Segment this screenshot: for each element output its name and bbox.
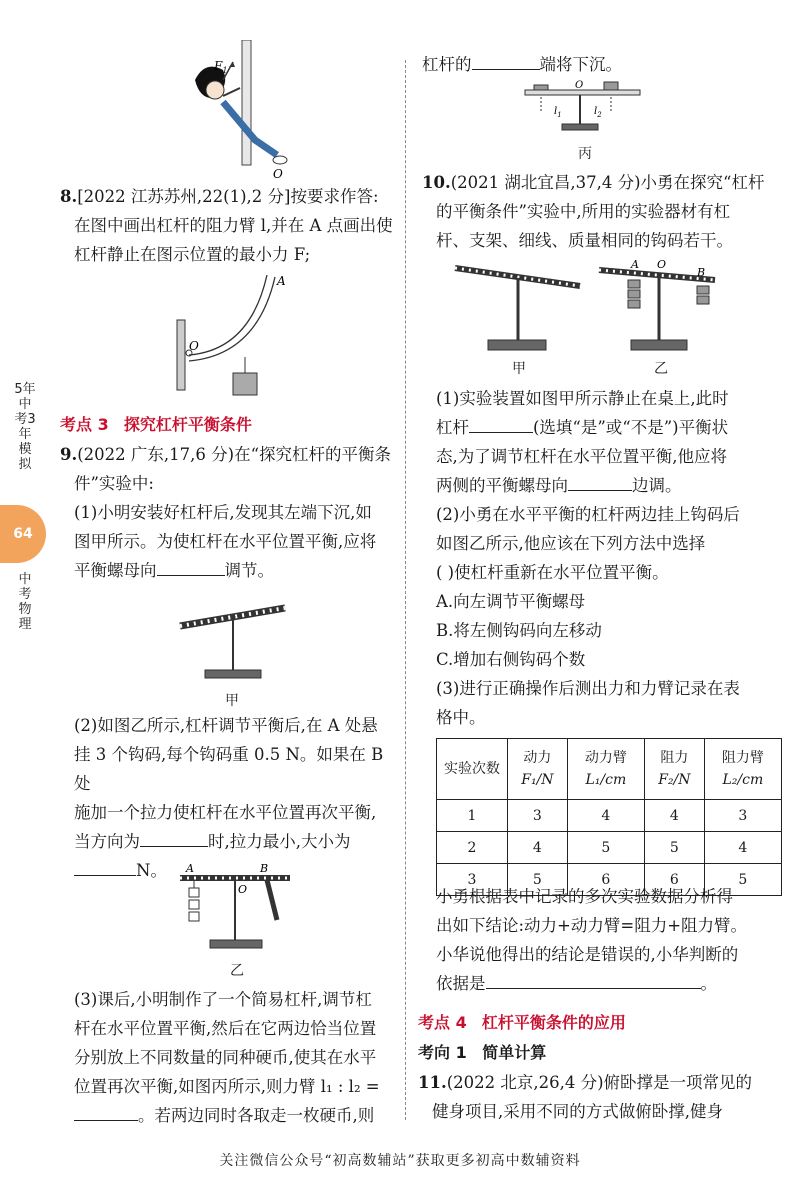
q9-p3-line5: 。若两边同时各取走一枚硬币,则 [60, 1101, 400, 1130]
column-divider [405, 60, 406, 1120]
q11-number: 11. [418, 1073, 447, 1092]
q10-p3-line1: (3)进行正确操作后测出力和力臂记录在表 [436, 679, 740, 698]
data-table [436, 738, 782, 896]
arm-shape [223, 88, 240, 96]
label-l2: $l_2$ [594, 106, 602, 119]
q9-p2-line3: 施加一个拉力使杠杆在水平位置再次平衡, [74, 803, 377, 822]
base-shape [562, 124, 598, 130]
answer-blank[interactable] [157, 557, 225, 576]
sidebar-series: 5年中考3年模拟 [14, 382, 36, 472]
q10-number: 10. [422, 173, 451, 192]
curved-lever-outer [189, 275, 267, 355]
q9-p2-line1: (2)如图乙所示,杠杆调节平衡后,在 A 处悬 [74, 716, 378, 735]
label-F1: $F_1$ [214, 59, 228, 75]
q10-option-a: A.向左调节平衡螺母 [436, 592, 586, 611]
table-cell: 3 [508, 800, 568, 832]
q10-p4-line3: 小华说他得出的结论是错误的,小华判断的 [436, 945, 739, 964]
q9-p3-line1: (3)课后,小明制作了一个简易杠杆,调节杠 [74, 990, 372, 1009]
base-shape [210, 940, 262, 948]
q10-p2-line2: 如图乙所示,他应该在下列方法中选择 [436, 534, 706, 553]
caption-10-jia: 甲 [512, 361, 526, 377]
caption-10-yi: 乙 [654, 361, 668, 377]
figure-9-jia [165, 598, 305, 688]
q10-p4-line4: 依据是 。 [422, 969, 784, 998]
caption-bing: 丙 [578, 146, 592, 162]
label-l1: $l_1$ [554, 106, 562, 119]
answer-blank[interactable] [74, 857, 136, 876]
table-header-cell: 实验次数 [437, 739, 508, 800]
table-cell: 6 [644, 864, 704, 896]
q11-line2: 健身项目,采用不同的方式做俯卧撑,健身 [432, 1102, 723, 1121]
table-row [437, 832, 782, 864]
label-O: O [273, 167, 283, 180]
q8-number: 8. [60, 187, 78, 206]
page-number: 64 [0, 505, 46, 563]
weight-left-1 [628, 280, 640, 288]
question-8 [60, 182, 400, 269]
table-cell: 4 [567, 800, 644, 832]
q10-p1-line1: (1)实验装置如图甲所示静止在桌上,此时 [436, 389, 729, 408]
q9-continuation: 杠杆的 端将下沉。 [422, 50, 782, 79]
sidebar-subject: 中考物理 [18, 572, 32, 632]
answer-blank[interactable] [469, 414, 533, 433]
table-cell: 1 [437, 800, 508, 832]
table-row [437, 800, 782, 832]
figure-10-jia [450, 258, 590, 358]
q9-p1-line2: 图甲所示。为使杠杆在水平位置平衡,应将 [74, 532, 377, 551]
weight-right-2 [697, 296, 709, 304]
q10-line3: 杆、支架、细线、质量相同的钩码若干。 [436, 231, 733, 250]
base-shape [488, 340, 546, 350]
section-title: 探究杠杆平衡条件 [123, 415, 252, 434]
section-heading-4 [418, 1008, 626, 1037]
section-heading-3 [60, 410, 252, 439]
coins-right [604, 82, 618, 90]
table-header-cell: 动力 F₁/N [508, 739, 568, 800]
curved-lever-inner [189, 277, 275, 361]
caption-jia: 甲 [225, 693, 239, 709]
q9-p3-line3: 分别放上不同数量的同种硬币,使其在水平 [74, 1048, 377, 1067]
q9-number: 9. [60, 445, 78, 464]
table-header-cell: 阻力 F₂/N [644, 739, 704, 800]
q9-p1-line1: (1)小明安装好杠杆后,发现其左端下沉,如 [74, 503, 372, 522]
label-O: O [189, 339, 199, 353]
face-shape [206, 81, 224, 99]
figure-9-yi [170, 860, 300, 955]
table-header-row [437, 739, 782, 800]
subsection-heading-1 [418, 1038, 546, 1067]
question-10-conclusion [422, 882, 784, 998]
question-9-part3 [60, 985, 400, 1130]
table-cell: 4 [704, 832, 781, 864]
label-A: A [631, 258, 639, 271]
label-O: O [238, 883, 248, 896]
q9-line1: (2022 广东,17,6 分)在“探究杠杆的平衡条 [77, 445, 392, 464]
weight-right-1 [697, 286, 709, 294]
weight-3 [189, 912, 199, 921]
table-cell: 4 [644, 800, 704, 832]
figure-bing [520, 80, 650, 140]
q9-p2-line5: N。 [60, 856, 400, 885]
table-cell: 3 [704, 800, 781, 832]
q8-line3: 杠杆静止在图示位置的最小力 F; [74, 245, 311, 264]
q8-line1: 按要求作答: [290, 187, 379, 206]
weight-shape [233, 373, 257, 395]
label-O: O [657, 258, 667, 271]
wall-shape [177, 320, 185, 390]
weight-left-2 [628, 290, 640, 298]
q10-p4-line2: 出如下结论:动力+动力臂=阻力+阻力臂。 [436, 916, 748, 935]
q10-p1-line3: 态,为了调节杠杆在水平位置平衡,他应将 [436, 447, 727, 466]
pole-shape [242, 40, 251, 165]
section-title: 杠杆平衡条件的应用 [481, 1013, 626, 1032]
answer-blank[interactable] [140, 828, 208, 847]
label-B: B [260, 862, 269, 875]
answer-blank[interactable] [568, 472, 632, 491]
weight-left-3 [628, 300, 640, 308]
weight-1 [189, 888, 199, 897]
subsection-title: 简单计算 [482, 1043, 547, 1062]
q10-p2-line1: (2)小勇在水平平衡的杠杆两边挂上钩码后 [436, 505, 740, 524]
footer-note: 关注微信公众号“初高数辅站”获取更多初高中数辅资料 [219, 1153, 581, 1169]
label-O: O [575, 80, 584, 91]
coins-left [534, 85, 548, 90]
question-11 [418, 1068, 784, 1126]
table-cell: 5 [704, 864, 781, 896]
foot-shape [273, 156, 287, 164]
answer-blank[interactable] [472, 51, 540, 70]
q9-p3-line2: 杆在水平位置平衡,然后在它两边恰当位置 [74, 1019, 377, 1038]
table-cell: 6 [567, 864, 644, 896]
question-9 [60, 440, 400, 585]
q10-p2-line3: ( )使杠杆重新在水平位置平衡。 [436, 563, 669, 582]
table-cell: 5 [567, 832, 644, 864]
question-10 [422, 168, 784, 255]
spring-scale-shape [267, 880, 277, 920]
q10-p1-line2: 杠杆 (选填“是”或“不是”)平衡状 [422, 413, 784, 442]
base-shape [205, 670, 261, 678]
caption-yi: 乙 [230, 963, 244, 979]
answer-blank[interactable] [486, 970, 701, 989]
q8-line2: 在图中画出杠杆的阻力臂 l,并在 A 点画出使 [74, 216, 393, 235]
table-cell: 5 [644, 832, 704, 864]
q9-p3-line4: 位置再次平衡,如图丙所示,则力臂 l₁ : l₂ = [74, 1077, 380, 1096]
label-A: A [186, 862, 194, 875]
section-tag: 考点 3 [60, 415, 109, 434]
figure-pushup-person [185, 40, 305, 180]
table-cell: 2 [437, 832, 508, 864]
table-header-cell: 动力臂 L₁/cm [567, 739, 644, 800]
label-A: A [277, 275, 286, 288]
figure-10-yi [595, 258, 725, 358]
table-cell: 5 [508, 864, 568, 896]
table-cell: 3 [437, 864, 508, 896]
figure-curved-lever [175, 275, 315, 405]
question-9-part2 [60, 711, 400, 885]
q10-option-b: B.将左侧钩码向左移动 [436, 621, 602, 640]
q9-p2-line2: 挂 3 个钩码,每个钩码重 0.5 N。如果在 B 处 [74, 745, 384, 793]
weight-2 [189, 900, 199, 909]
q10-p1-line4: 两侧的平衡螺母向 边调。 [422, 471, 784, 500]
q10-p3-line2: 格中。 [436, 708, 486, 727]
q9-p2-line4: 当方向为 时,拉力最小,大小为 [60, 827, 400, 856]
label-B: B [697, 266, 706, 279]
q10-option-c: C.增加右侧钩码个数 [436, 650, 586, 669]
base-shape [631, 340, 687, 350]
table-cell: 4 [508, 832, 568, 864]
section-tag: 考点 4 [418, 1013, 467, 1032]
answer-blank[interactable] [74, 1102, 138, 1121]
q10-line1: (2021 湖北宜昌,37,4 分)小勇在探究“杠杆 [450, 173, 765, 192]
q9-p1-line3: 平衡螺母向 调节。 [60, 556, 400, 585]
subsection-tag: 考向 1 [418, 1043, 467, 1062]
q10-p4-line1: 小勇根据表中记录的多次实验数据分析得 [436, 887, 733, 906]
question-10-parts [422, 384, 784, 732]
table-header-cell: 阻力臂 L₂/cm [704, 739, 781, 800]
q8-source: [2022 江苏苏州,22(1),2 分] [77, 187, 291, 206]
q11-line1: (2022 北京,26,4 分)俯卧撑是一项常见的 [446, 1073, 753, 1092]
q10-line2: 的平衡条件”实验中,所用的实验器材有杠 [436, 202, 731, 221]
q9-line2: 件”实验中: [74, 474, 154, 493]
